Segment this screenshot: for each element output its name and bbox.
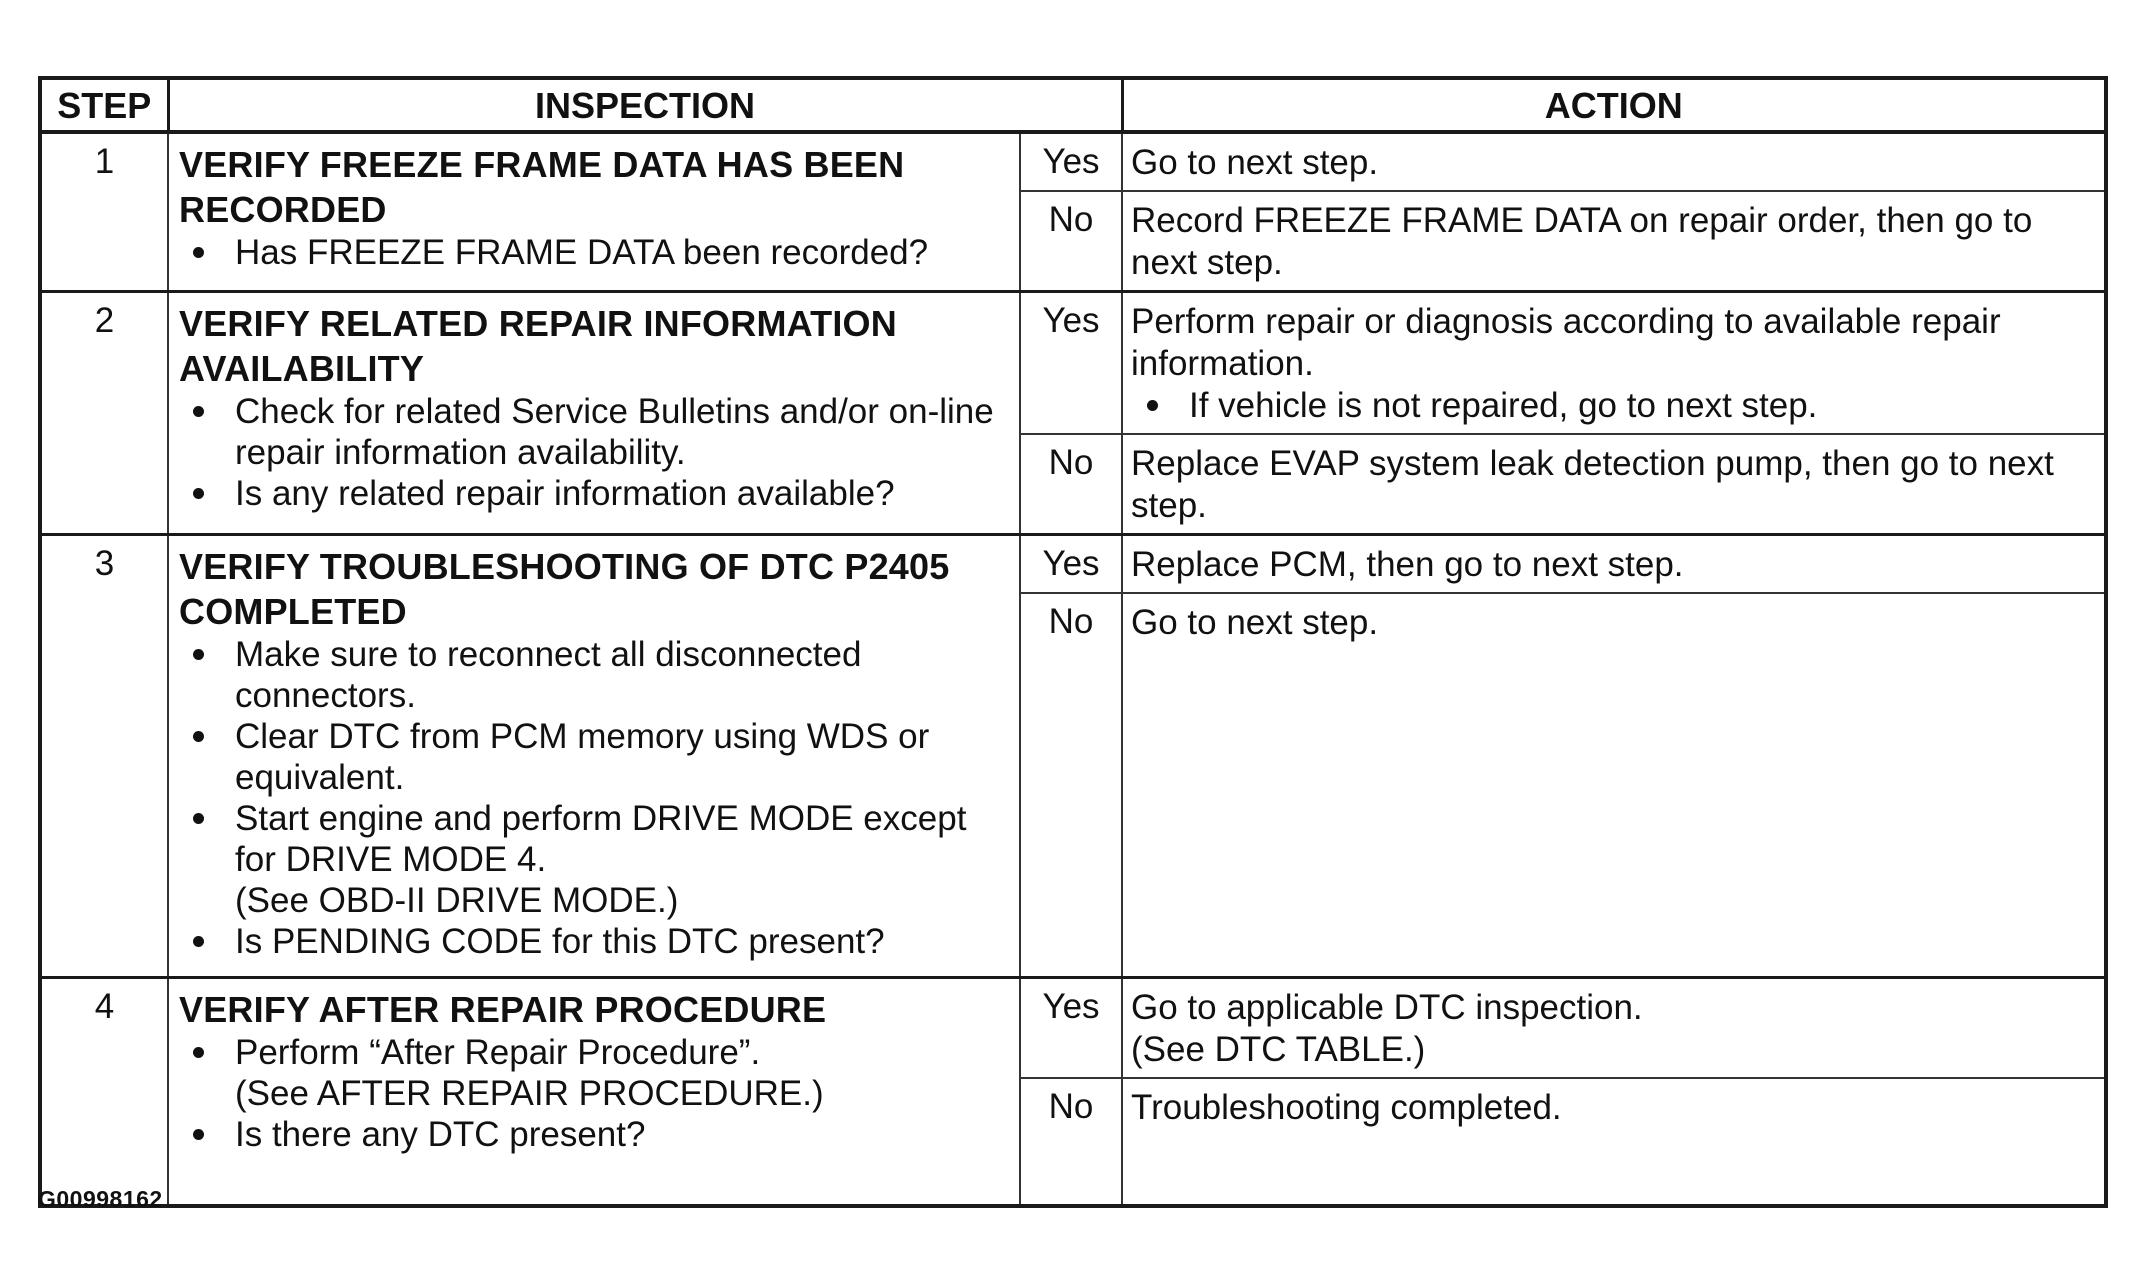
bullet-dot-icon <box>1147 400 1158 411</box>
inspection-bullets <box>179 1032 1009 1155</box>
bullet-dot-icon <box>193 247 204 258</box>
bullet-text: Perform “After Repair Procedure”. (See AFTER REPAIR PROCEDURE.) <box>235 1032 824 1113</box>
bullet-text: Check for related Service Bulletins and/or on-line repair information availability. <box>235 392 994 472</box>
inspection-bullet <box>179 232 1009 273</box>
bullet-text: Is there any DTC present? <box>235 1114 646 1154</box>
step-number: 1 <box>40 132 168 292</box>
no-label: No <box>1020 1078 1122 1206</box>
inspection-cell <box>168 132 1020 292</box>
inspection-cell <box>168 977 1020 1206</box>
figure-id: G00998162 <box>38 1186 163 1212</box>
inspection-bullet <box>179 473 1009 514</box>
step-number: 3 <box>40 535 168 978</box>
no-action: Record FREEZE FRAME DATA on repair order, then go to next step. <box>1122 191 2106 292</box>
yes-action: Perform repair or diagnosis according to available repair information. <box>1131 302 2001 383</box>
yes-action-line: (See DTC TABLE.) <box>1131 1029 1426 1069</box>
inspection-bullet <box>179 634 1009 716</box>
action-sub-bullet <box>1131 385 2094 427</box>
yes-action: Go to next step. <box>1122 132 2106 191</box>
bullet-text: Make sure to reconnect all disconnected connectors. <box>235 635 862 715</box>
inspection-bullet <box>179 921 1009 962</box>
header-action: ACTION <box>1122 78 2106 132</box>
inspection-bullets <box>179 232 1009 273</box>
inspection-title: VERIFY RELATED REPAIR INFORMATION AVAILABILITY <box>179 303 897 389</box>
bullet-text: Start engine and perform DRIVE MODE except for DRIVE MODE 4. (See OBD-II DRIVE MODE.) <box>235 799 967 920</box>
inspection-bullet <box>179 798 1009 921</box>
no-action: Troubleshooting completed. <box>1122 1078 2106 1206</box>
header-step: STEP <box>40 78 168 132</box>
bullet-dot-icon <box>193 813 204 824</box>
yes-action-cell <box>1122 292 2106 435</box>
table-header-row <box>40 78 2106 132</box>
no-label: No <box>1020 434 1122 535</box>
inspection-title: VERIFY FREEZE FRAME DATA HAS BEEN RECORDED <box>179 144 905 230</box>
bullet-text: If vehicle is not repaired, go to next step. <box>1189 386 1818 425</box>
inspection-bullets <box>179 634 1009 962</box>
bullet-dot-icon <box>193 649 204 660</box>
bullet-dot-icon <box>193 406 204 417</box>
bullet-text: Has FREEZE FRAME DATA been recorded? <box>235 233 929 272</box>
yes-label: Yes <box>1020 535 1122 594</box>
table-row <box>40 977 2106 1078</box>
inspection-bullet <box>179 391 1009 473</box>
no-label: No <box>1020 191 1122 292</box>
no-action: Go to next step. <box>1122 593 2106 977</box>
table-row <box>40 535 2106 594</box>
bullet-text: Is PENDING CODE for this DTC present? <box>235 922 885 961</box>
inspection-title: VERIFY TROUBLESHOOTING OF DTC P2405 COMPLETED <box>179 546 950 632</box>
header-inspection: INSPECTION <box>168 78 1122 132</box>
table-row <box>40 292 2106 435</box>
step-number: 4 <box>40 977 168 1206</box>
inspection-bullet <box>179 716 1009 798</box>
inspection-cell <box>168 535 1020 978</box>
no-action: Replace EVAP system leak detection pump, then go to next step. <box>1122 434 2106 535</box>
yes-label: Yes <box>1020 977 1122 1078</box>
bullet-dot-icon <box>193 731 204 742</box>
inspection-bullet <box>179 1114 1009 1155</box>
bullet-dot-icon <box>193 936 204 947</box>
diagnostic-procedure-table <box>38 76 2108 1208</box>
bullet-dot-icon <box>193 488 204 499</box>
step-number: 2 <box>40 292 168 535</box>
yes-action-line: Go to applicable DTC inspection. <box>1131 987 1643 1027</box>
table-row <box>40 132 2106 191</box>
inspection-cell <box>168 292 1020 535</box>
inspection-bullets <box>179 391 1009 514</box>
yes-action: Replace PCM, then go to next step. <box>1122 535 2106 594</box>
yes-action-cell <box>1122 977 2106 1078</box>
inspection-bullet <box>179 1032 1009 1114</box>
bullet-dot-icon <box>193 1047 204 1058</box>
bullet-text: Clear DTC from PCM memory using WDS or equivalent. <box>235 717 930 797</box>
yes-label: Yes <box>1020 132 1122 191</box>
yes-label: Yes <box>1020 292 1122 435</box>
bullet-text: Is any related repair information available? <box>235 474 895 513</box>
bullet-dot-icon <box>193 1129 204 1140</box>
inspection-title: VERIFY AFTER REPAIR PROCEDURE <box>179 988 827 1030</box>
no-label: No <box>1020 593 1122 977</box>
